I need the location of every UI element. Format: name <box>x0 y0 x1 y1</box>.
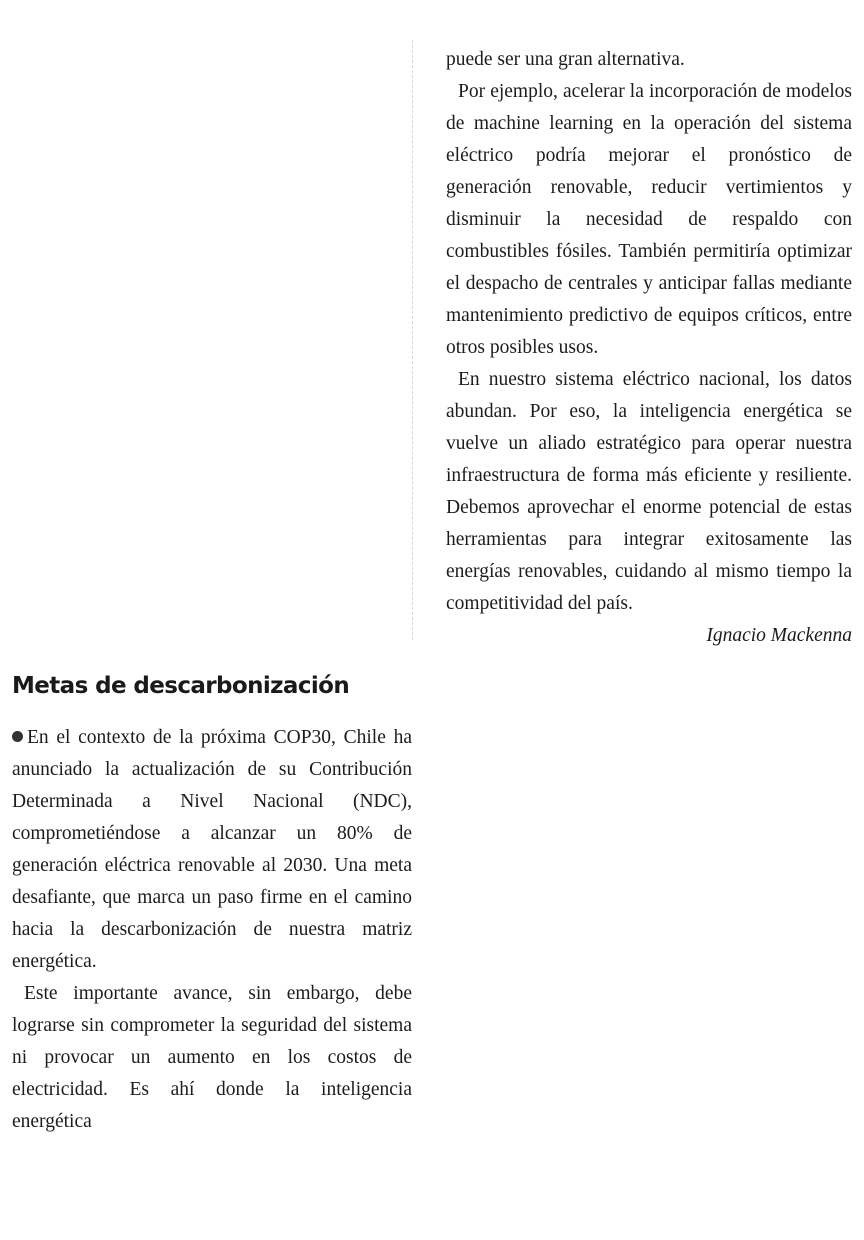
left-column <box>12 670 412 1138</box>
paragraph-energy-intelligence: En nuestro sistema eléctrico nacional, los datos abundan. Por eso, la inteligencia energética se vuelve un aliado estratégico para operar nuestra infraestructura de forma más eficiente y resiliente. Debemos aprovechar el enorme potencial de estas herramientas para integrar exitosamente las energías renovables, cuidando al mismo tiempo la competitividad del país. <box>446 369 852 614</box>
right-column <box>446 44 852 652</box>
paragraph-security: Este importante avance, sin embargo, debe lograrse sin comprometer la seguridad del sistema ni provocar un aumento en los costos de electricidad. Es ahí donde la inteligencia energética <box>12 983 412 1132</box>
paragraph-machine-learning: Por ejemplo, acelerar la incorporación de modelos de machine learning en la operación del sistema eléctrico podría mejorar el pronóstico de generación renovable, reducir vertimientos y disminuir la necesidad de respaldo con combustibles fósiles. También permitiría optimizar el despacho de centrales y anticipar fallas mediante mantenimiento predictivo de equipos críticos, entre otros posibles usos. <box>446 81 852 358</box>
section-heading: Metas de descarbonización <box>12 673 350 699</box>
paragraph-cop30 <box>12 722 412 978</box>
bullet-icon <box>12 731 23 742</box>
paragraph-cop30-text: En el contexto de la próxima COP30, Chile ha anunciado la actualización de su Contribución Determinada a Nivel Nacional (NDC), comprometiéndose a alcanzar un 80% de generación eléctrica renovable al 2030. Una meta desafiante, que marca un paso firme en el camino hacia la descarbonización de nuestra matriz energética. <box>12 727 412 972</box>
paragraph-continuation: puede ser una gran alternativa. <box>446 49 685 70</box>
column-divider <box>412 40 413 640</box>
author-signature: Ignacio Mackenna <box>706 625 852 646</box>
